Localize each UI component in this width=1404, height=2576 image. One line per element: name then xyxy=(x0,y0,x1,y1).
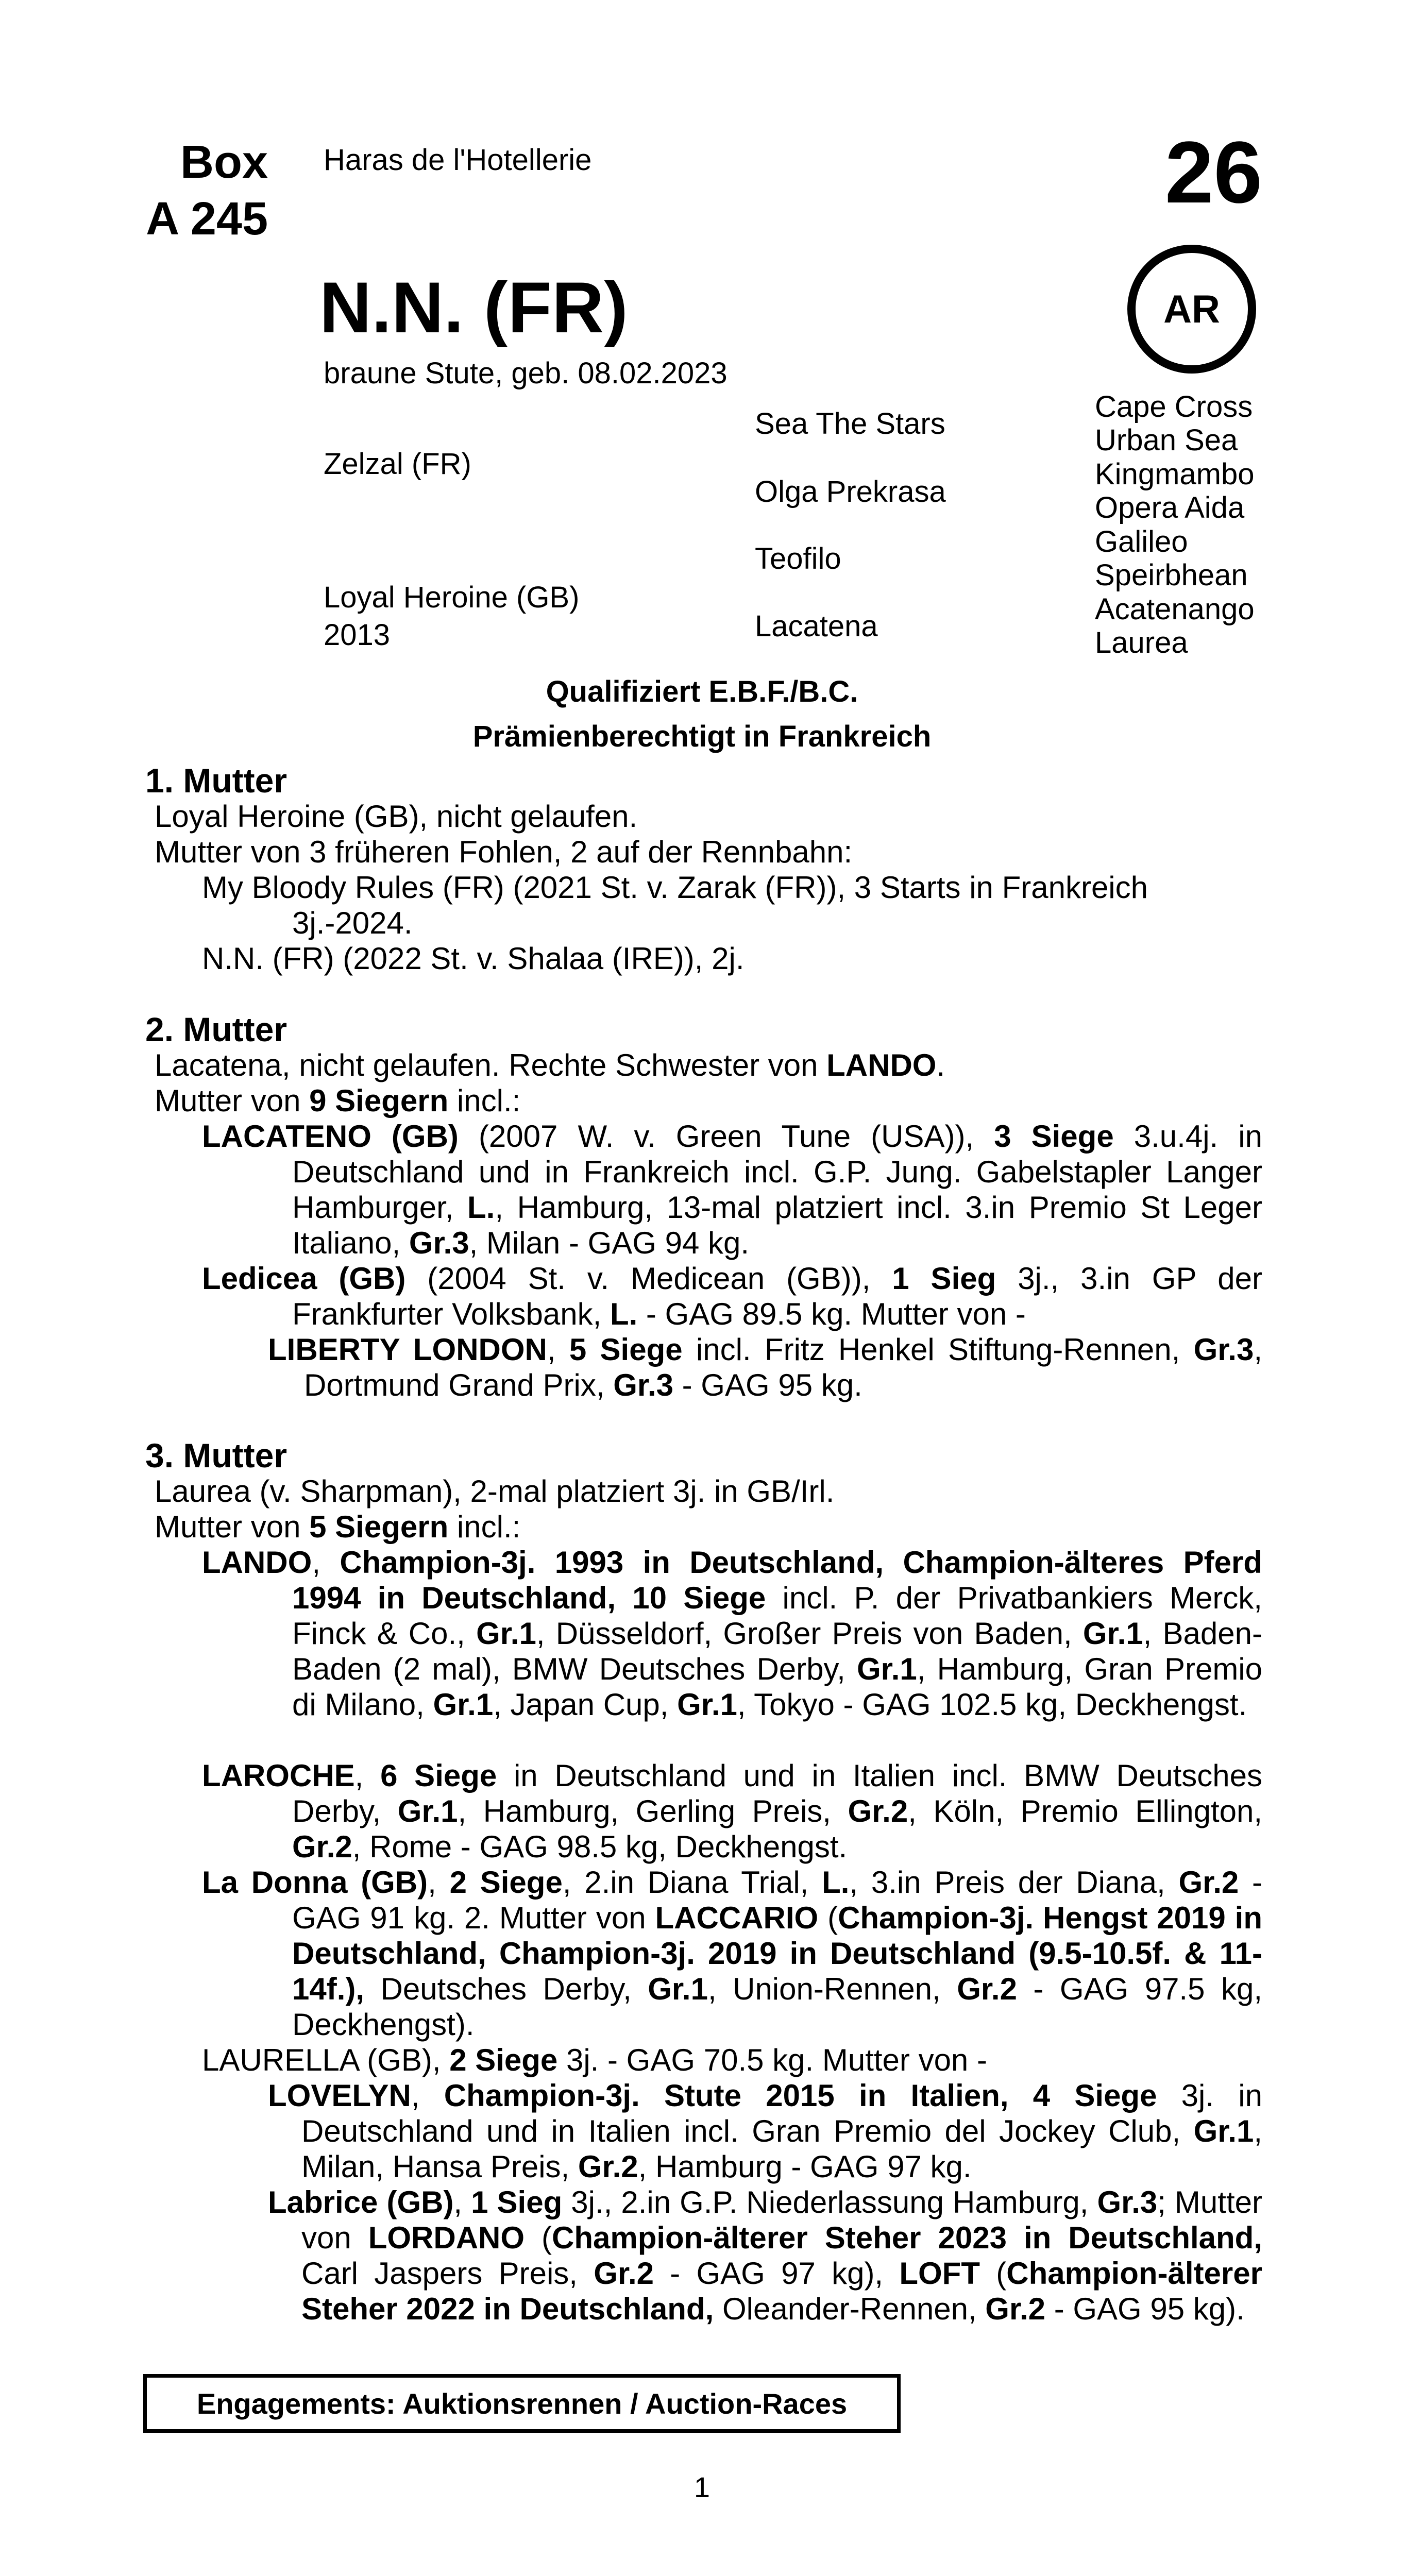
section-heading-mutter-1: 1. Mutter xyxy=(145,761,287,800)
pedigree-great-grandparent: Urban Sea xyxy=(1095,423,1238,457)
ar-badge: AR xyxy=(1127,245,1256,374)
mutter1-foal-1: My Bloody Rules (FR) (2021 St. v. Zarak (FR)), 3 Starts in Frankreich 3j.-2024. xyxy=(202,870,1148,940)
section-heading-mutter-3: 3. Mutter xyxy=(145,1436,287,1475)
pedigree-grandparent: Sea The Stars xyxy=(755,407,945,440)
lot-number: 26 xyxy=(1164,124,1262,222)
pedigree-great-grandparent: Opera Aida xyxy=(1095,491,1245,524)
pedigree-grandparent: Lacatena xyxy=(755,609,878,643)
mutter3-entry-labrice: Labrice (GB), 1 Sieg 3j., 2.in G.P. Niederlassung Hamburg, Gr.3; Mutter von LORDANO (Champion-älterer Steher 2023 in Deutschland, Carl Jaspers Preis, Gr.2 - GAG 97 kg), LOFT (Champion-älterer Steher 2022 in Deutschland, Oleander-Rennen, Gr.2 - GAG 95 kg). xyxy=(268,2185,1262,2326)
mutter3-entry-la-donna: La Donna (GB), 2 Siege, 2.in Diana Trial, L., 3.in Preis der Diana, Gr.2 - GAG 91 kg. 2. Mutter von LACCARIO (Champion-3j. Hengst 2019 in Deutschland, Champion-3j. 2019 in Deutschland (9.5-10.5f. & 11-14f.), Deutsches Derby, Gr.1, Union-Rennen, Gr.2 - GAG 97.5 kg, Deckhengst). xyxy=(202,1865,1262,2042)
mutter2-entry-ledicea: Ledicea (GB) (2004 St. v. Medicean (GB)), 1 Sieg 3j., 3.in GP der Frankfurter Volksbank, L. - GAG 89.5 kg. Mutter von - xyxy=(202,1261,1263,1331)
pedigree-great-grandparent: Speirbhean xyxy=(1095,558,1248,592)
mutter1-line2: Mutter von 3 früheren Fohlen, 2 auf der Rennbahn: xyxy=(155,835,853,869)
mutter3-entry-laroche: LAROCHE, 6 Siege in Deutschland und in Italien incl. BMW Deutsches Derby, Gr.1, Hamburg, Gerling Preis, Gr.2, Köln, Premio Ellington, Gr.2, Rome - GAG 98.5 kg, Deckhengst. xyxy=(202,1758,1263,1864)
mutter1-line1: Loyal Heroine (GB), nicht gelaufen. xyxy=(155,799,638,834)
mutter1-foal-2: N.N. (FR) (2022 St. v. Shalaa (IRE)), 2j. xyxy=(202,941,745,976)
mutter2-entry-liberty-london: LIBERTY LONDON, 5 Siege incl. Fritz Henkel Stiftung-Rennen, Gr.3, Dortmund Grand Prix, Gr.3 - GAG 95 kg. xyxy=(268,1332,1262,1402)
mutter2-line2: Mutter von 9 Siegern incl.: xyxy=(155,1083,521,1118)
box-number: A 245 xyxy=(146,193,268,245)
pedigree-grandparent: Olga Prekrasa xyxy=(755,475,946,509)
pedigree-great-grandparent: Kingmambo xyxy=(1095,457,1255,491)
pedigree-dam: Loyal Heroine (GB) xyxy=(324,581,580,614)
pedigree-dam-year: 2013 xyxy=(324,618,391,652)
pedigree-sire: Zelzal (FR) xyxy=(324,447,471,481)
horse-description: braune Stute, geb. 08.02.2023 xyxy=(324,357,728,390)
mutter3-line2: Mutter von 5 Siegern incl.: xyxy=(155,1510,521,1544)
engagements-box: Engagements: Auktionsrennen / Auction-Races xyxy=(143,2374,901,2433)
pedigree-great-grandparent: Acatenango xyxy=(1095,592,1255,626)
box-label: Box xyxy=(180,137,268,188)
qualification-premium: Prämienberechtigt in Frankreich xyxy=(472,720,932,753)
mutter3-entry-laurella: LAURELLA (GB), 2 Siege 3j. - GAG 70.5 kg. Mutter von - xyxy=(202,2043,987,2077)
mutter3-entry-lando: LANDO, Champion-3j. 1993 in Deutschland, Champion-älteres Pferd 1994 in Deutschland, 10 Siege incl. P. der Privatbankiers Merck, Finck & Co., Gr.1, Düsseldorf, Großer Preis von Baden, Gr.1, Baden-Baden (2 mal), BMW Deutsches Derby, Gr.1, Hamburg, Gran Premio di Milano, Gr.1, Japan Cup, Gr.1, Tokyo - GAG 102.5 kg, Deckhengst. xyxy=(202,1545,1262,1722)
pedigree-great-grandparent: Cape Cross xyxy=(1095,390,1253,423)
mutter2-line1: Lacatena, nicht gelaufen. Rechte Schwester von LANDO. xyxy=(155,1048,945,1082)
section-heading-mutter-2: 2. Mutter xyxy=(145,1010,287,1048)
qualification-ebf: Qualifiziert E.B.F./B.C. xyxy=(546,675,858,708)
pedigree-great-grandparent: Galileo xyxy=(1095,525,1188,558)
mutter3-entry-lovelyn: LOVELYN, Champion-3j. Stute 2015 in Italien, 4 Siege 3j. in Deutschland und in Italien incl. Gran Premio del Jockey Club, Gr.1, Milan, Hansa Preis, Gr.2, Hamburg - GAG 97 kg. xyxy=(268,2078,1262,2184)
mutter2-entry-lacateno: LACATENO (GB) (2007 W. v. Green Tune (USA)), 3 Siege 3.u.4j. in Deutschland und in Frankreich incl. G.P. Jung. Gabelstapler Langer Hamburger, L., Hamburg, 13-mal platziert incl. 3.in Premio St Leger Italiano, Gr.3, Milan - GAG 94 kg. xyxy=(202,1119,1262,1260)
page-number: 1 xyxy=(693,2471,711,2503)
horse-name: N.N. (FR) xyxy=(319,267,628,348)
pedigree-great-grandparent: Laurea xyxy=(1095,626,1188,659)
breeder: Haras de l'Hotellerie xyxy=(324,143,592,177)
mutter3-line1: Laurea (v. Sharpman), 2-mal platziert 3j. in GB/Irl. xyxy=(155,1474,835,1509)
pedigree-grandparent: Teofilo xyxy=(755,542,841,575)
